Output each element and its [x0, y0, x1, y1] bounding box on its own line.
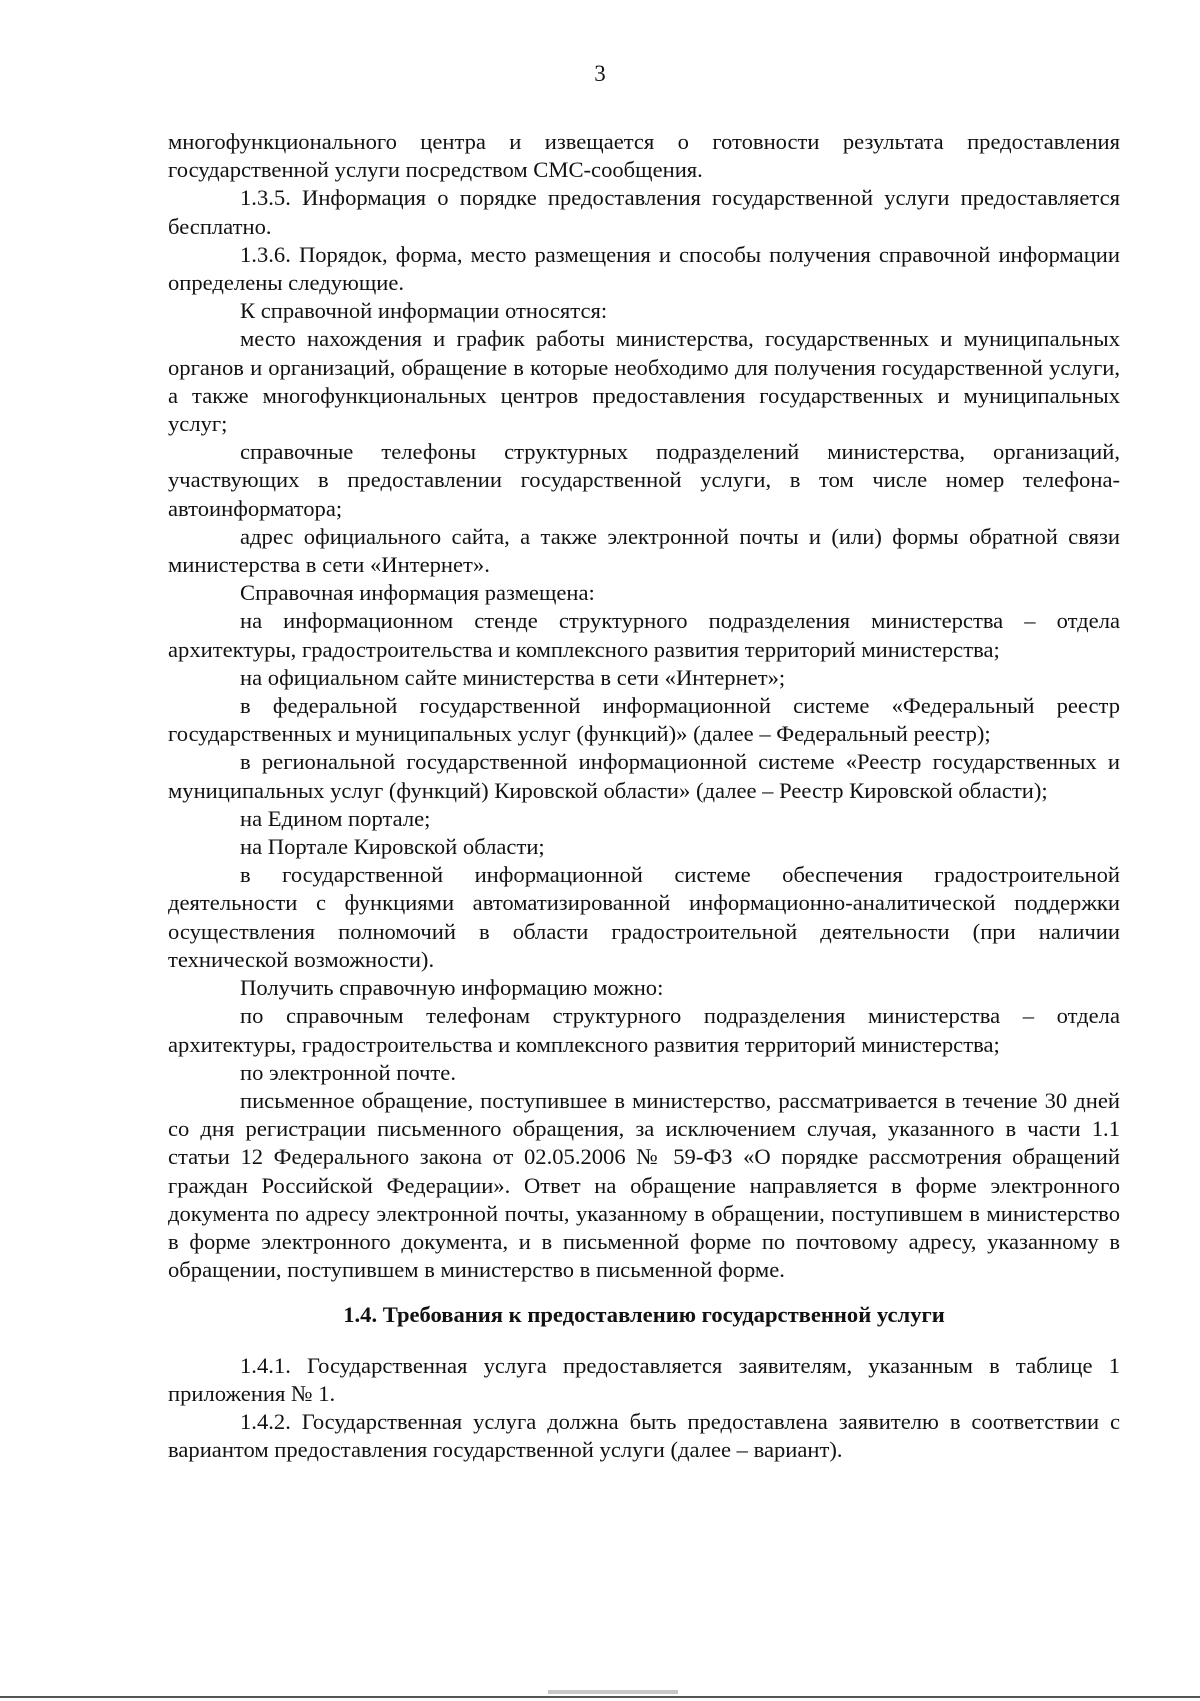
paragraph: место нахождения и график работы министерства, государственных и муниципальных органов и организаций, обращение в которые необходимо для получения государственной услуги, а также многофункциональных центров предоставления государственных и муниципальных услуг; — [168, 326, 1120, 437]
paragraph: Получить справочную информацию можно: — [240, 975, 664, 1001]
paragraph: К справочной информации относятся: — [240, 298, 608, 324]
paragraph: по справочным телефонам структурного подразделения министерства – отдела архитектуры, градостроительства и комплексного развития территорий министерства; — [168, 1003, 1120, 1057]
section-heading: 1.4. Требования к предоставлению государственной услуги — [343, 1302, 945, 1328]
paragraph: справочные телефоны структурных подразделений министерства, организаций, участвующих в предоставлении государственной услуги, в том числе номер телефона-автоинформатора; — [168, 439, 1120, 521]
paragraph: адрес официального сайта, а также электронной почты и (или) формы обратной связи министерства в сети «Интернет». — [168, 523, 1120, 578]
paragraph: на официальном сайте министерства в сети «Интернет»; — [240, 664, 786, 690]
paragraph: Справочная информация размещена: — [240, 580, 595, 606]
scan-edge-line — [0, 1696, 1200, 1698]
paragraph: 1.3.5. Информация о порядке предоставления государственной услуги предоставляется бесплатно. — [168, 185, 1120, 239]
paragraph: по электронной почте. — [240, 1059, 456, 1085]
paragraph: 1.3.6. Порядок, форма, место размещения и способы получения справочной информации определены следующие. — [168, 241, 1120, 296]
paragraph: на Портале Кировской области; — [240, 834, 545, 860]
paragraph: в региональной государственной информационной системе «Реестр государственных и муниципальных услуг (функций) Кировской области» (далее – Реестр Кировской области); — [168, 749, 1120, 803]
page-number: 3 — [594, 61, 606, 86]
paragraph: 1.4.1. Государственная услуга предоставляется заявителям, указанным в таблице 1 приложения № 1. — [168, 1352, 1120, 1406]
paragraph: многофункционального центра и извещается о готовности результата предоставления государственной услуги посредством СМС-сообщения. — [168, 129, 1120, 183]
paragraphs-after-heading — [168, 1352, 1120, 1465]
paragraph: в государственной информационной системе обеспечения градостроительной деятельности с функциями автоматизированной информационно-аналитической поддержки осуществления полномочий в области градостроительной деятельности (при наличии технической возможности). — [168, 862, 1120, 972]
paragraph: 1.4.2. Государственная услуга должна быть предоставлена заявителю в соответствии с вариантом предоставления государственной услуги (далее – вариант). — [168, 1408, 1120, 1463]
paragraphs-before-heading — [168, 128, 1120, 1284]
paragraph: на информационном стенде структурного подразделения министерства – отдела архитектуры, градостроительства и комплексного развития территорий министерства; — [168, 608, 1120, 662]
paragraph: письменное обращение, поступившее в министерство, рассматривается в течение 30 дней со дня регистрации письменного обращения, за исключением случая, указанного в части 1.1 статьи 12 Федерального закона от 02.05.2006 № 59-ФЗ «О порядке рассмотрения обращений граждан Российской Федерации». Ответ на обращение направляется в форме электронного документа по адресу электронной почты, указанному в обращении, поступившем в министерство в форме электронного документа, и в письменной форме по почтовому адресу, указанному в обращении, поступившем в министерство в письменной форме. — [168, 1087, 1120, 1283]
scan-artifact — [548, 1690, 678, 1694]
paragraph: на Едином портале; — [240, 805, 431, 831]
document-body — [168, 128, 1120, 1464]
paragraph: в федеральной государственной информационной системе «Федеральный реестр государственных и муниципальных услуг (функций)» (далее – Федеральный реестр); — [168, 693, 1120, 747]
